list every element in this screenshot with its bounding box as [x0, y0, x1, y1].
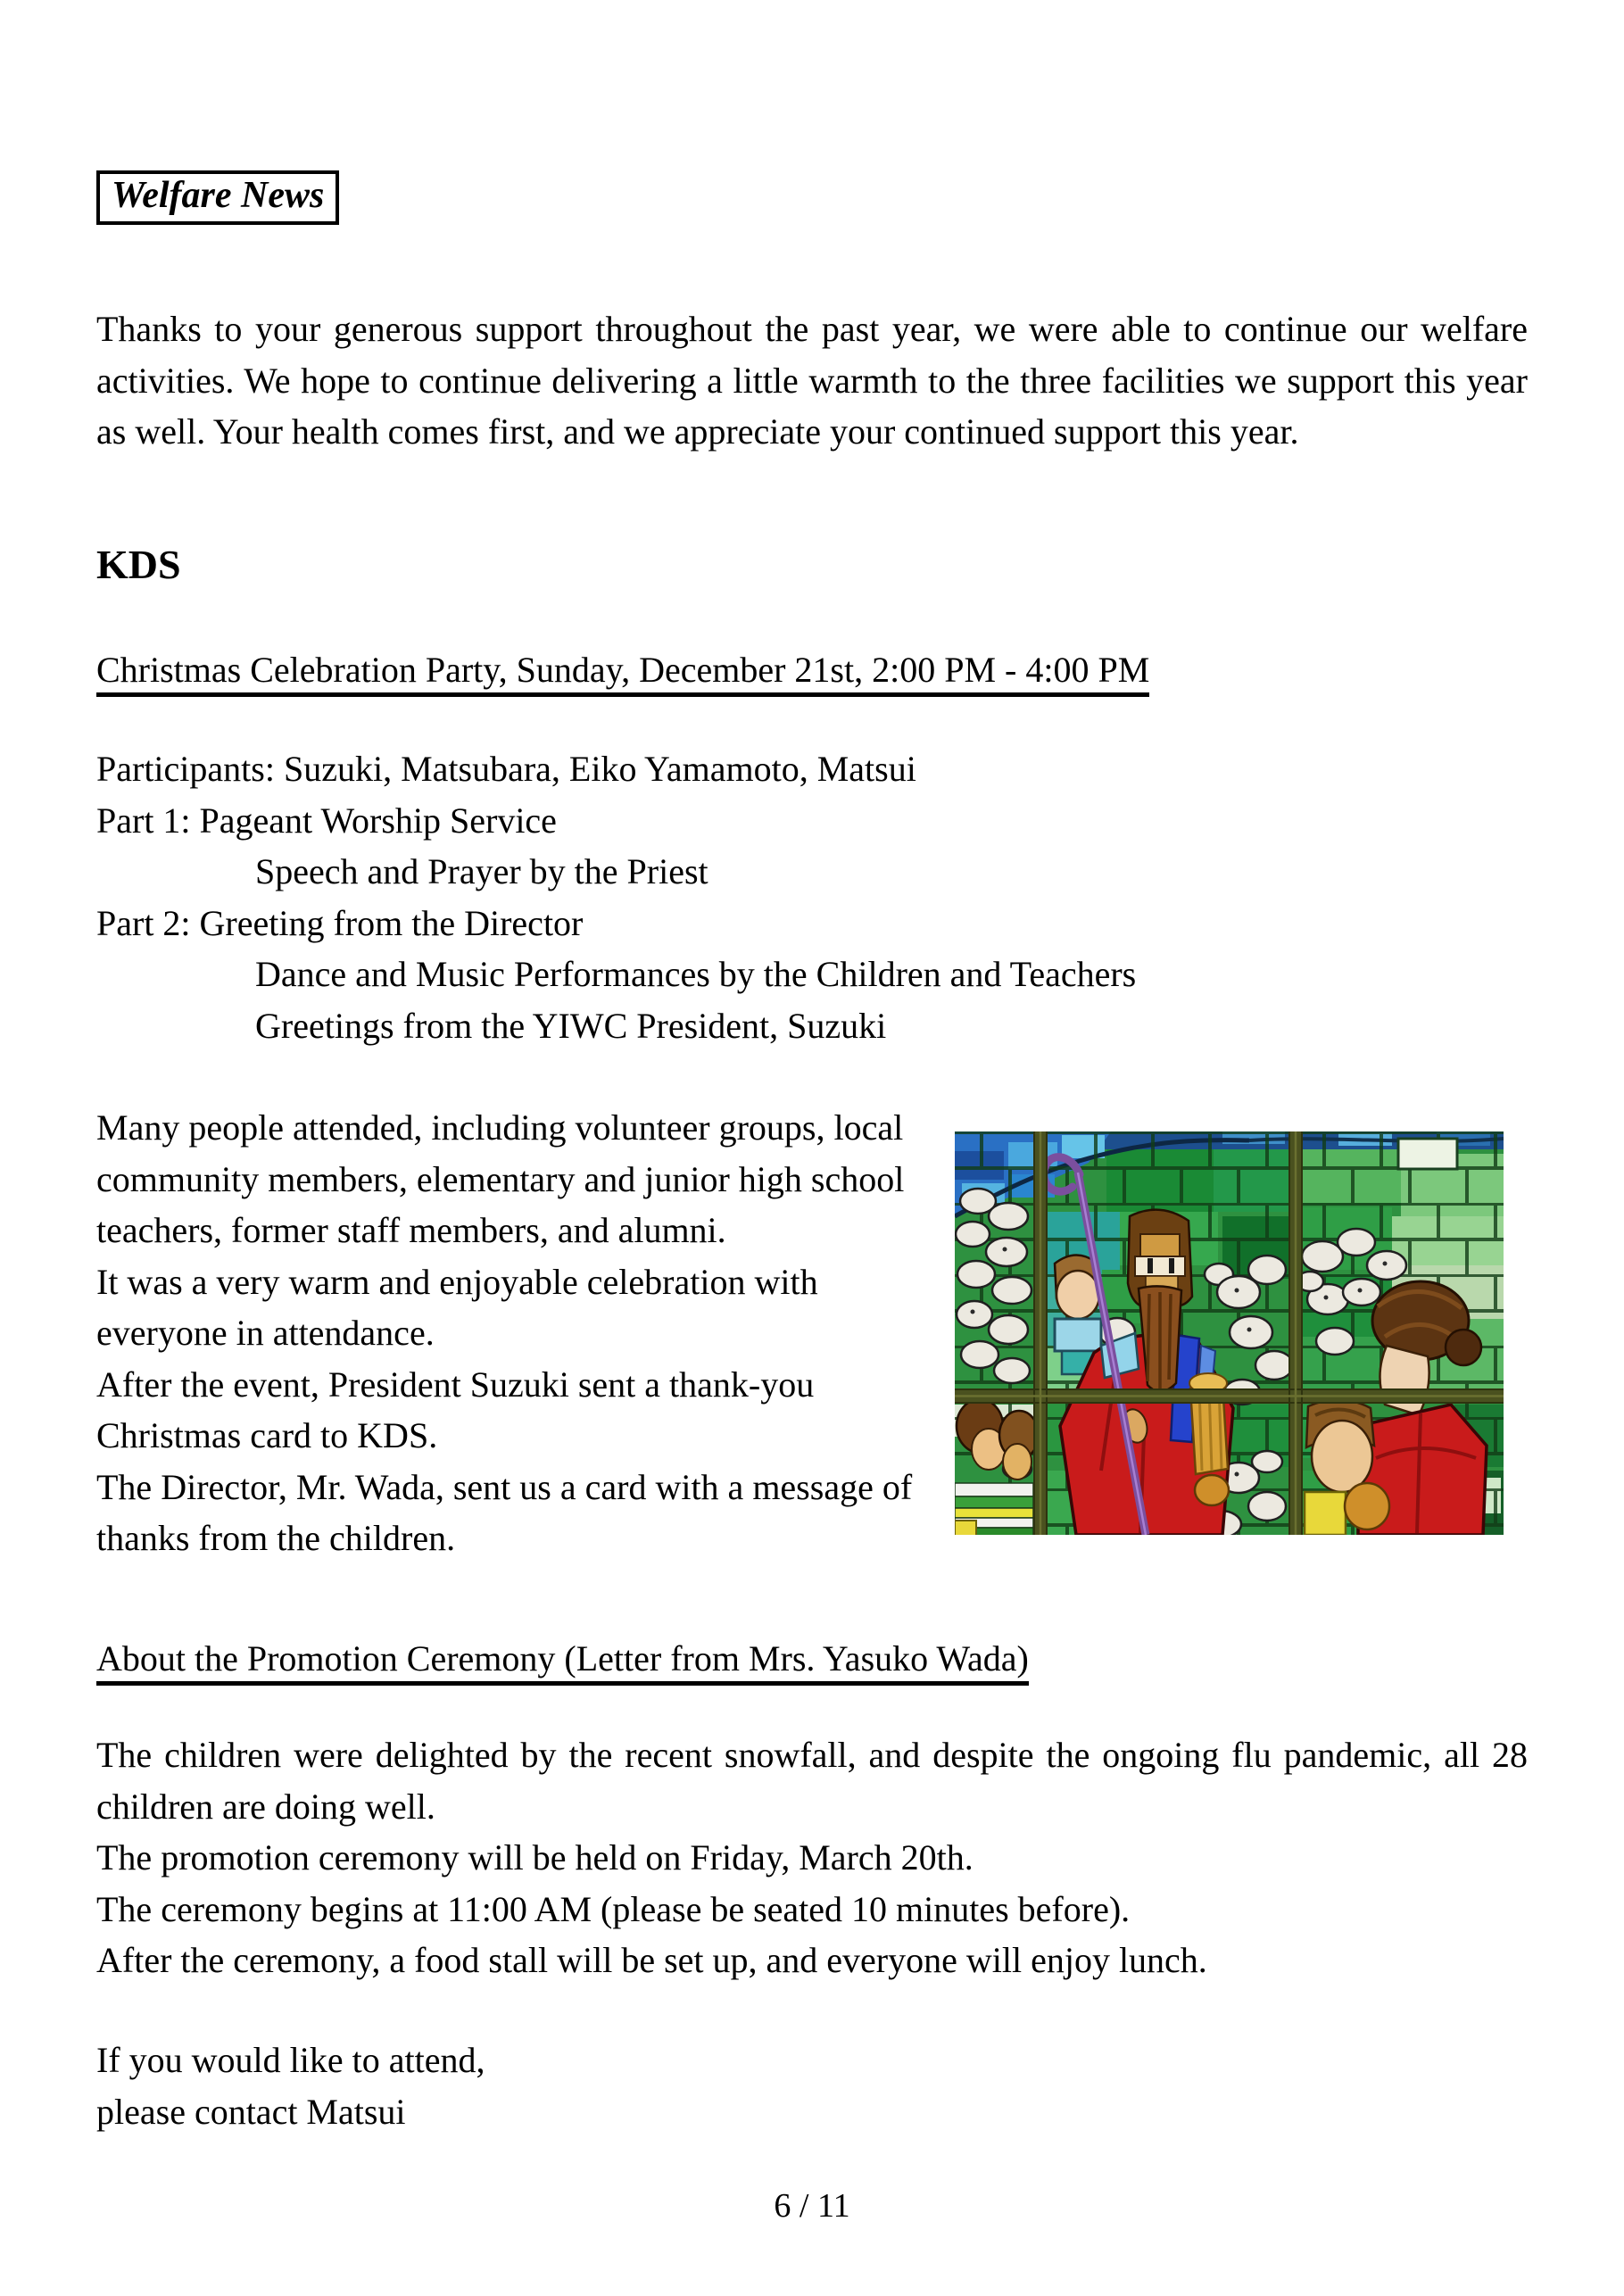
program-part2-detail2: Greetings from the YIWC President, Suzuki [255, 1005, 887, 1046]
kds-heading: KDS [96, 542, 181, 587]
event-heading-row [96, 644, 1149, 696]
page-number: 6 / 11 [774, 2187, 850, 2225]
event-heading: Christmas Celebration Party, Sunday, December 21st, 2:00 PM - 4:00 PM [96, 650, 1149, 697]
page-title: Welfare News [112, 175, 325, 216]
intro-paragraph: Thanks to your generous support throughout the past year, we were able to continue our welfare activities. We hope to continue delivering a little warmth to the three facilities we support this year as well. Your health comes first, and we appreciate your continued support this year. [96, 309, 1528, 452]
report-sentence: After the event, President Suzuki sent a thank-you Christmas card to KDS. [96, 1364, 815, 1455]
stained-glass-photo [955, 1131, 1504, 1535]
closing-line: If you would like to attend, [96, 2040, 485, 2080]
promotion-line: The promotion ceremony will be held on Friday, March 20th. [96, 1837, 974, 1877]
promotion-body [96, 1729, 1528, 1986]
report-section [96, 1102, 1528, 1564]
promotion-heading: About the Promotion Ceremony (Letter from Mrs. Yasuko Wada) [96, 1638, 1029, 1686]
program-list [96, 743, 1528, 1051]
promotion-line: The ceremony begins at 11:00 AM (please be seated 10 minutes before). [96, 1888, 1131, 1929]
report-sentence: The Director, Mr. Wada, sent us a card with a message of thanks from the children. [96, 1466, 913, 1558]
program-part2-detail1: Dance and Music Performances by the Children and Teachers [255, 954, 1137, 994]
program-part1: Part 1: Pageant Worship Service [96, 800, 557, 841]
title-box [96, 170, 339, 225]
program-participants: Participants: Suzuki, Matsubara, Eiko Yamamoto, Matsui [96, 749, 916, 789]
promotion-line: The children were delighted by the recent snowfall, and despite the ongoing flu pandemic, all 28 children are doing well. [96, 1735, 1528, 1827]
program-part1-detail: Speech and Prayer by the Priest [255, 851, 708, 891]
report-sentence: It was a very warm and enjoyable celebration with everyone in attendance. [96, 1261, 818, 1353]
promotion-line: After the ceremony, a food stall will be set up, and everyone will enjoy lunch. [96, 1940, 1207, 1980]
program-part2: Part 2: Greeting from the Director [96, 902, 584, 943]
promotion-heading-row [96, 1633, 1029, 1685]
report-sentence: Many people attended, including volunteer groups, local community members, elementary and junior high school teachers, former staff members, and alumni. [96, 1107, 905, 1250]
closing-line: please contact Matsui [96, 2091, 406, 2132]
closing-block [96, 2035, 1528, 2137]
